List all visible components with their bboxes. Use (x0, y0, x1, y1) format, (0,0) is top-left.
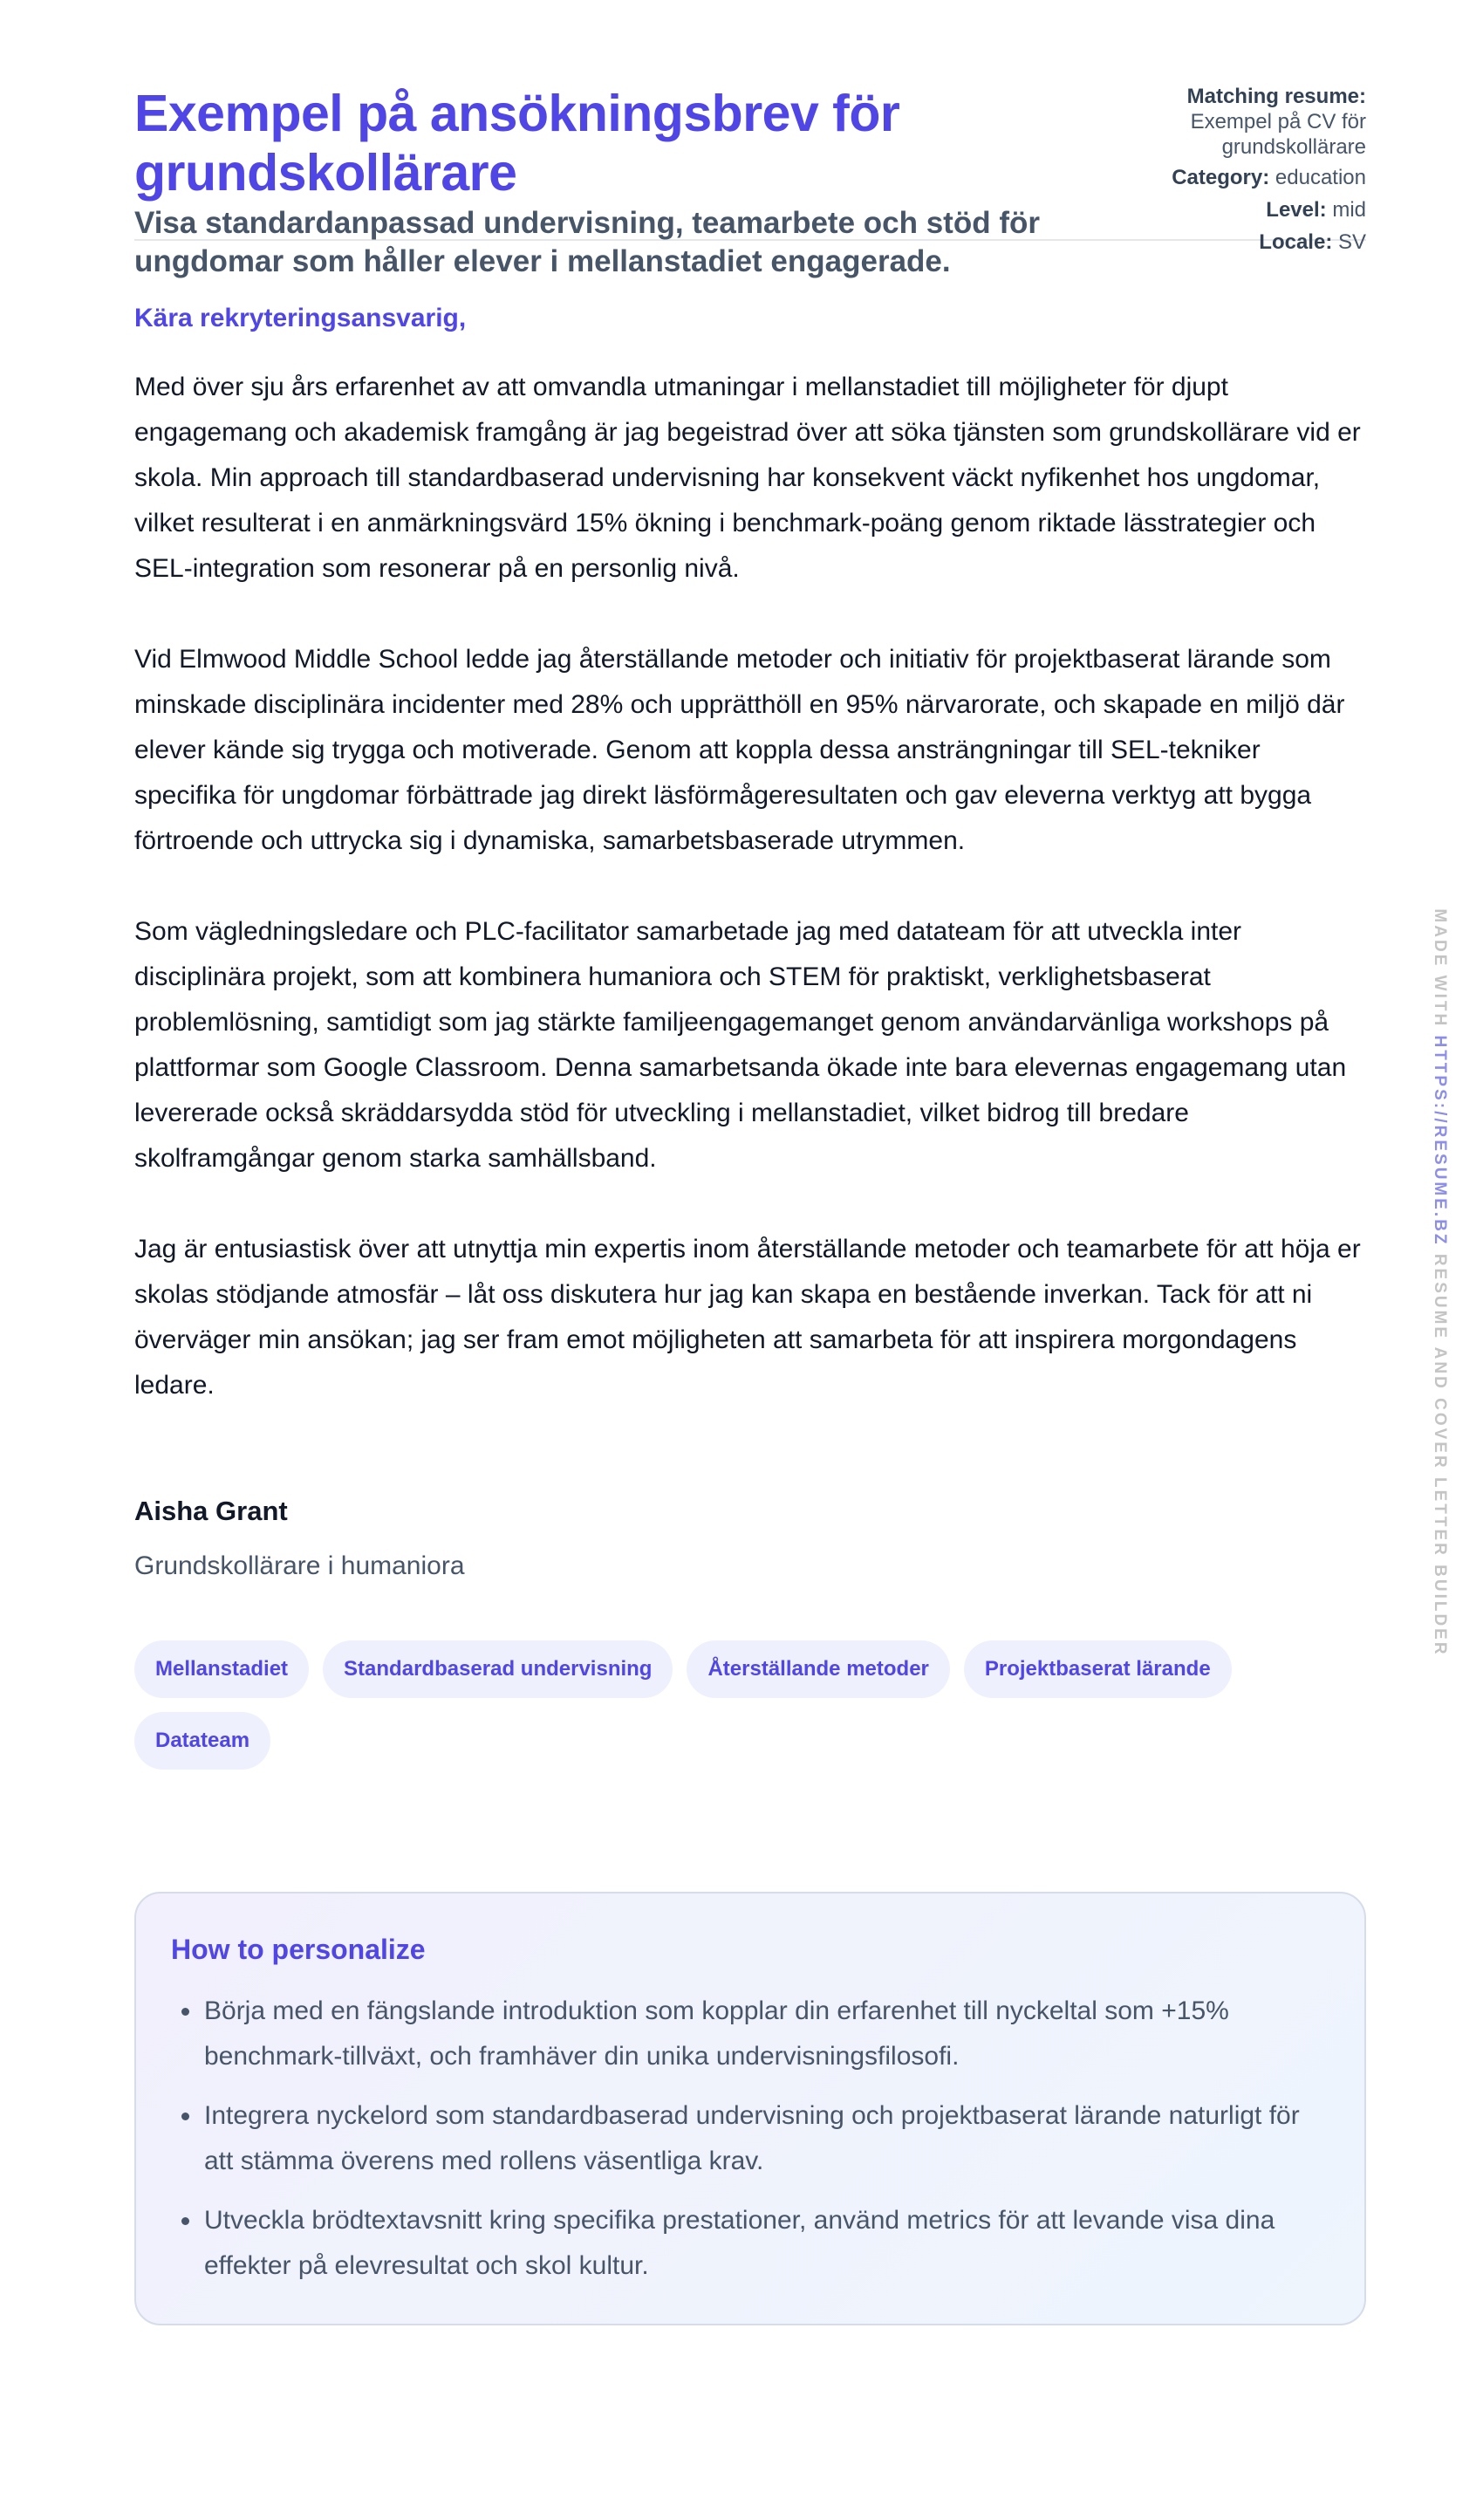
letter-greeting: Kära rekryteringsansvarig, (134, 304, 467, 332)
credit-prefix: MADE WITH (1431, 908, 1449, 1029)
meta-category (1104, 165, 1366, 190)
meta-panel (1104, 84, 1366, 262)
tip-item: Börja med en fängslande introduktion som kopplar din erfarenhet till nyckeltal som +15% benchmark-tillväxt, och framhäver din unika undervisningsfilosofi. (204, 1989, 1329, 2079)
side-credit (1430, 908, 1449, 1656)
credit-suffix: RESUME AND COVER LETTER BUILDER (1431, 1253, 1449, 1657)
letter-paragraph: Vid Elmwood Middle School ledde jag återställande metoder och initiativ för projektbaserat lärande som minskade disciplinära incidenter med 28% och upprätthöll en 95% närvarorate, och skapade en miljö där elever kände sig trygga och motiverade. Genom att koppla dessa ansträngningar till SEL-tekniker specifika för ungdomar förbättrade jag direkt läsförmågeresultaten och gav eleverna verktyg att bygga förtroende och uttrycka sig i dynamiska, samarbetsbaserade utrymmen. (134, 645, 1345, 855)
tag-chip: Datateam (134, 1712, 270, 1770)
letter-paragraph: Som vägledningsledare och PLC-facilitator samarbetade jag med datateam för att utveckla inter disciplinära projekt, som att kombinera humaniora och STEM för praktiskt, verklighetsbaserat problemlösning, samtidigt som jag stärkte familjeengagemanget genom användarvänliga workshops på plattformar som Google Classroom. Denna samarbetsanda ökade inte bara elevernas engagemang utan levererade också skräddarsydda stöd för utveckling i mellanstadiet, vilket bidrog till bredare skolframgångar genom starka samhällsband. (134, 917, 1347, 1173)
tips-list (171, 1989, 1329, 2289)
page-header (134, 0, 1366, 278)
cover-letter-page (134, 0, 1366, 2325)
tag-chip: Standardbaserad undervisning (323, 1640, 673, 1698)
credit-link[interactable]: HTTPS://RESUME.BZ (1431, 1035, 1449, 1247)
meta-locale (1104, 229, 1366, 255)
meta-category-value: education (1275, 166, 1366, 189)
tag-chip: Mellanstadiet (134, 1640, 309, 1698)
meta-level-label: Level: (1266, 198, 1327, 222)
personalize-tips-box (134, 1892, 1366, 2325)
meta-category-label: Category: (1172, 166, 1270, 189)
tag-chip: Återställande metoder (687, 1640, 949, 1698)
tip-item: Integrera nyckelord som standardbaserad undervisning och projektbaserat lärande naturligt för att stämma överens med rollens väsentliga krav. (204, 2093, 1329, 2184)
tips-title: How to personalize (171, 1934, 426, 1965)
meta-matching-resume-label: Matching resume: (1186, 85, 1366, 108)
page-title: Exempel på ansökningsbrev för grundskollärare (134, 85, 900, 202)
letter-paragraph: Med över sju års erfarenhet av att omvandla utmaningar i mellanstadiet till möjligheter för djupt engagemang och akademisk framgång är jag begeistrad över att söka tjänsten som grundskollärare vid er skola. Min approach till standardbaserad undervisning har konsekvent väckt nyfikenhet hos ungdomar, vilket resulterat i en anmärkningsvärd 15% ökning i benchmark-poäng genom riktade lässtrategier och SEL-integration som resonerar på en personlig nivå. (134, 373, 1361, 583)
meta-matching-resume-value: Exempel på CV för grundskollärare (1190, 110, 1366, 159)
meta-locale-label: Locale: (1259, 230, 1333, 254)
page-subtitle: Visa standardanpassad undervisning, teamarbete och stöd för ungdomar som håller elever i mellanstadiet engagerade. (134, 206, 1040, 278)
signature-name: Aisha Grant (134, 1496, 288, 1526)
meta-level-value: mid (1332, 198, 1366, 222)
signature-title: Grundskollärare i humaniora (134, 1551, 465, 1580)
meta-level (1104, 197, 1366, 223)
letter-body (134, 304, 1366, 1581)
tip-item: Utveckla brödtextavsnitt kring specifika prestationer, använd metrics för att levande visa dina effekter på elevresultat och skol kultur. (204, 2198, 1329, 2289)
letter-paragraph: Jag är entusiastisk över att utnyttja min expertis inom återställande metoder och teamarbete för att höja er skolas stödjande atmosfär – låt oss diskutera hur jag kan skapa en bestående inverkan. Tack för att ni överväger min ansökan; jag ser fram emot möjligheten att samarbeta för att inspirera morgondagens ledare. (134, 1235, 1361, 1400)
keyword-tags (134, 1640, 1366, 1770)
meta-matching-resume (1104, 84, 1366, 160)
tag-chip: Projektbaserat lärande (964, 1640, 1232, 1698)
signature-block (134, 1496, 1366, 1581)
meta-locale-value: SV (1337, 230, 1366, 254)
